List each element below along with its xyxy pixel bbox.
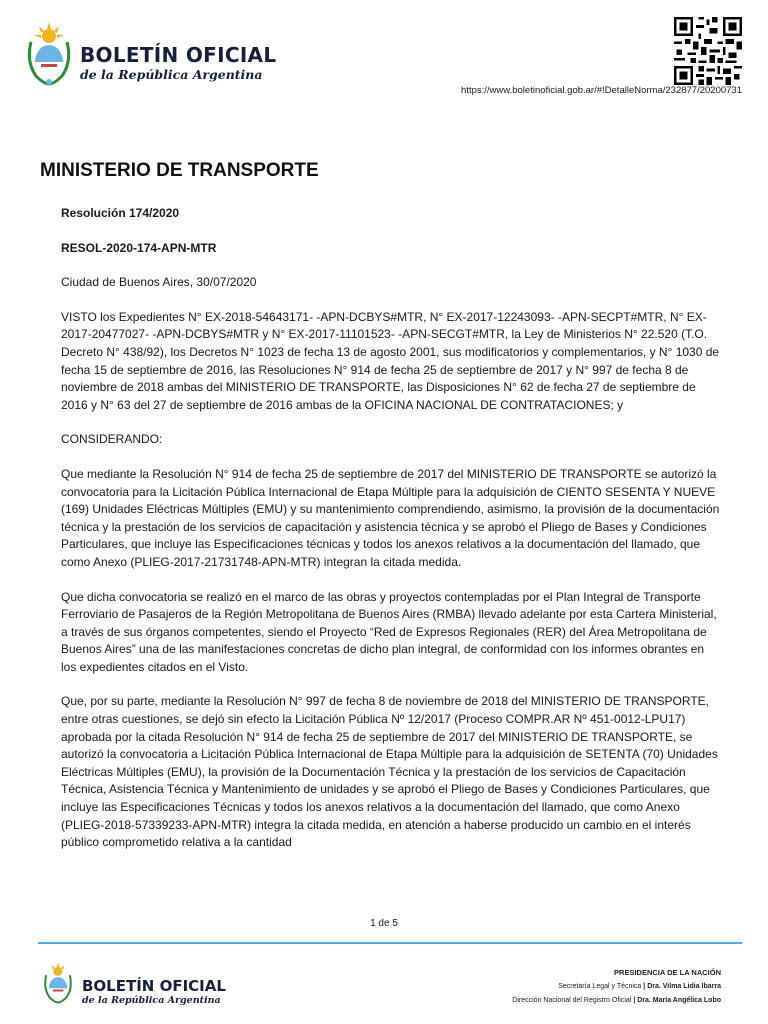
- footer-credits: [512, 966, 721, 1008]
- presidency-label: PRESIDENCIA DE LA NACIÓN: [614, 968, 721, 977]
- resolution-code: RESOL-2020-174-APN-MTR: [61, 240, 217, 255]
- qr-code-icon[interactable]: [674, 17, 742, 85]
- footer-divider: [38, 942, 742, 944]
- page-header: [0, 0, 768, 100]
- paragraph: Que dicha convocatoria se realizó en el marco de las obras y proyectos contempladas por el Plan Integral de Transporte Ferroviario de Pasajeros de la Región Metropolitana de Buenos Aires (RMBA) llevado adelante por esta Cartera Ministerial, a través de sus órganos competentes, siendo el Proyecto “Red de Expresos Regionales (RER) del Área Metropolitana de Buenos Aires” una de las manifestaciones concretas de dicho plan integral, de conformidad con los informes obrantes en los expedientes citados en el Visto.: [61, 589, 717, 674]
- paragraph: CONSIDERANDO:: [61, 432, 163, 447]
- document-body: [61, 205, 721, 869]
- credit-separator: |: [633, 997, 636, 1004]
- paragraph: VISTO los Expedientes N° EX-2018-54643171- -APN-DCBYS#MTR, N° EX-2017-12243093- -APN-SECPT#MTR, N° EX-2017-20477027- -APN-DCBYS#MTR y N° EX-2017-11101523- -APN-SECGT#MTR, la Ley de Ministerios N° 22.520 (T.O. Decreto N° 438/92), los Decretos N° 1023 de fecha 13 de agosto 2001, sus modificatorios y complementarios, y N° 1030 de fecha 15 de septiembre de 2016, las Resoluciones N° 914 de fecha 25 de septiembre de 2017 y N° 997 de fecha 8 de noviembre de 2018 ambas del MINISTERIO DE TRANSPORTE, las Disposiciones N° 62 de fecha 27 de septiembre de 2016 y N° 63 del 27 de septiembre de 2016 ambas de la OFICINA NACIONAL DE CONTRATACIONES; y: [61, 309, 720, 412]
- credit-name: Dra. Vilma Lidia Ibarra: [647, 983, 721, 990]
- footer-brand-subtitle: de la República Argentina: [82, 995, 221, 1006]
- credit-label: Dirección Nacional del Registro Oficial: [512, 997, 632, 1004]
- brand-subtitle: de la República Argentina: [80, 67, 263, 82]
- paragraph: Que mediante la Resolución N° 914 de fecha 25 de septiembre de 2017 del MINISTERIO DE TRANSPORTE se autorizó la convocatoria para la Licitación Pública Internacional de Etapa Múltiple para la adquisición de CIENTO SESENTA Y NUEVE (169) Unidades Eléctricas Múltiples (EMU) y su mantenimiento comprendiendo, asimismo, la provisión de la documentación técnica y la prestación de los servicios de capacitación y asistencia técnica y se aprobó el Pliego de Bases y Condiciones Particulares, que incluye las Especificaciones técnicas y todos los anexos relativos a la documentación del llamado, que como Anexo (PLIEG-2017-21731748-APN-MTR) integran la citada medida.: [61, 466, 720, 569]
- national-coat-of-arms-icon: [26, 22, 72, 86]
- resolution-number: Resolución 174/2020: [61, 206, 180, 220]
- brand-title: BOLETÍN OFICIAL: [80, 43, 277, 67]
- credit-name: Dra. María Angélica Lobo: [637, 997, 721, 1004]
- page-number: 1 de 5: [370, 918, 398, 929]
- footer-credit-line: [512, 994, 721, 1008]
- footer-credit-line: [512, 980, 721, 994]
- city-date: Ciudad de Buenos Aires, 30/07/2020: [61, 275, 257, 290]
- national-coat-of-arms-icon: [43, 958, 73, 1008]
- credit-separator: |: [643, 983, 646, 990]
- ministry-heading: MINISTERIO DE TRANSPORTE: [40, 160, 319, 181]
- credit-label: Secretaría Legal y Técnica: [558, 983, 642, 990]
- paragraph: Que, por su parte, mediante la Resolución N° 997 de fecha 8 de noviembre de 2018 del MINISTERIO DE TRANSPORTE, entre otras cuestiones, se dejó sin efecto la Licitación Pública Nº 12/2017 (Proceso COMPR.AR Nº 451-0012-LPU17) aprobada por la citada Resolución N° 914 de fecha 25 de septiembre de 2017 del MINISTERIO DE TRANSPORTE, se autorizó la convocatoria a Licitación Pública Internacional de Etapa Múltiple para la adquisición de SETENTA (70) Unidades Eléctricas Múltiples (EMU), la provisión de la Documentación Técnica y la prestación de los servicios de Capacitación Técnica, Asistencia Técnica y Mantenimiento de unidades y se aprobó el Pliego de Bases y Condiciones Particulares, que incluye las Especificaciones Técnicas y todos los anexos relativos a la documentación del llamado, que como Anexo (PLIEG-2018-57339233-APN-MTR) integra la citada medida, en atención a haberse producido un cambio en el interés público comprometido relativa a la cantidad: [61, 694, 718, 850]
- footer-brand-title: BOLETÍN OFICIAL: [82, 977, 226, 995]
- source-url[interactable]: https://www.boletinoficial.gob.ar/#!DetalleNorma/232877/20200731: [461, 85, 742, 96]
